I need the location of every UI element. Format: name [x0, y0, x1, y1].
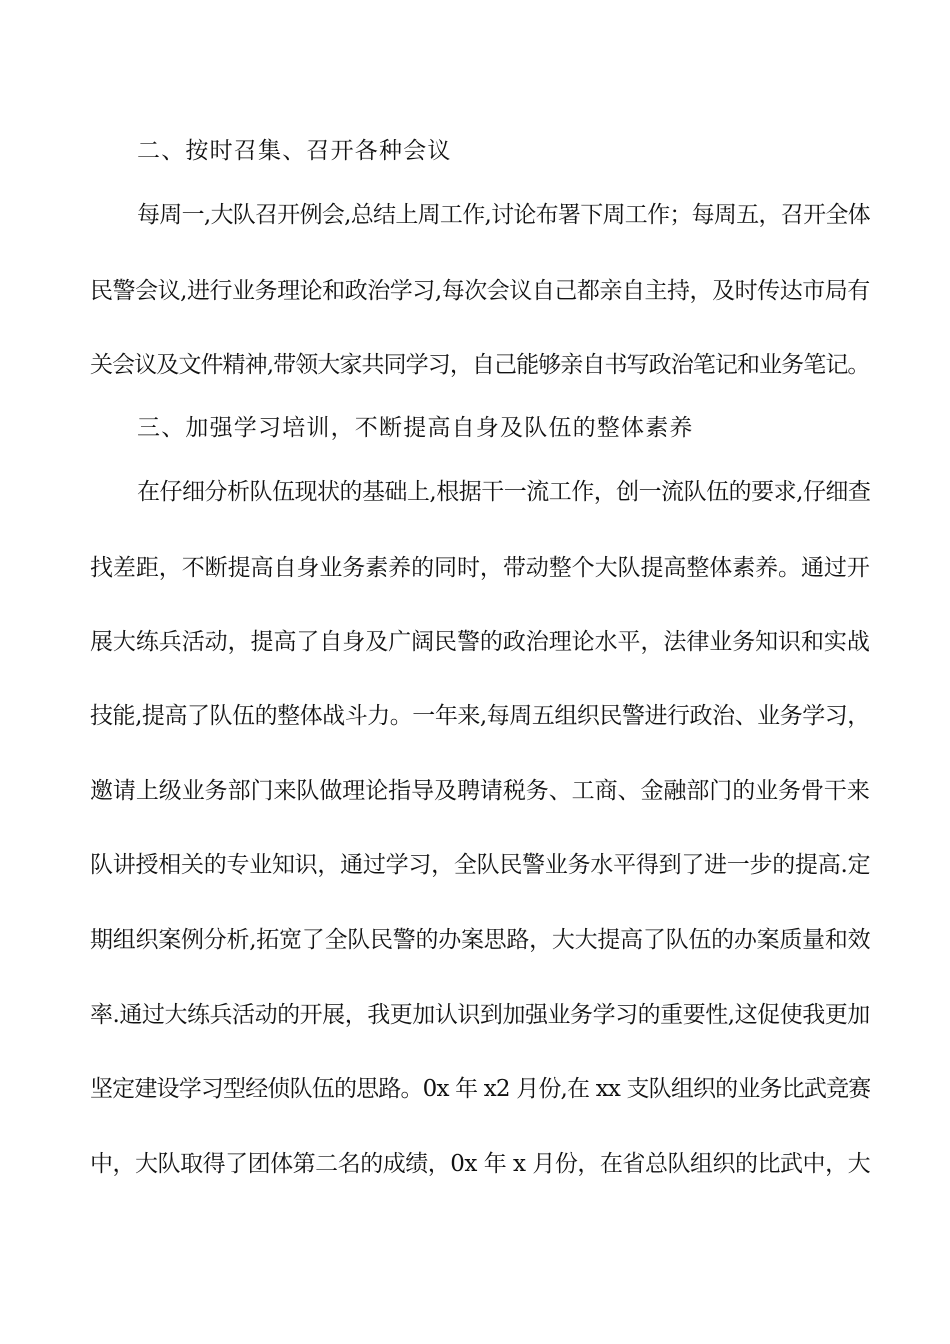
section-heading: 二、按时召集、召开各种会议 — [137, 138, 452, 164]
paragraph-line: 民警会议,进行业务理论和政治学习,每次会议自己都亲自主持，及时传达市局有 — [90, 278, 870, 304]
paragraph-line: 关会议及文件精神,带领大家共同学习，自己能够亲自书写政治笔记和业务笔记。 — [90, 352, 870, 378]
paragraph-line: 中，大队取得了团体第二名的成绩，0x 年 x 月份，在省总队组织的比武中，大 — [90, 1151, 870, 1177]
paragraph-line: 找差距，不断提高自身业务素养的同时，带动整个大队提高整体素养。通过开 — [90, 555, 870, 581]
paragraph-line: 在仔细分析队伍现状的基础上,根据干一流工作，创一流队伍的要求,仔细查 — [137, 479, 870, 505]
paragraph-line: 技能,提高了队伍的整体战斗力。一年来,每周五组织民警进行政治、业务学习， — [90, 703, 870, 729]
paragraph-line: 每周一,大队召开例会,总结上周工作,讨论布署下周工作；每周五，召开全体 — [137, 202, 870, 228]
paragraph-line: 展大练兵活动，提高了自身及广阔民警的政治理论水平，法律业务知识和实战 — [90, 629, 870, 655]
paragraph-line: 坚定建设学习型经侦队伍的思路。0x 年 x2 月份,在 xx 支队组织的业务比武竞赛 — [90, 1076, 870, 1102]
paragraph-line: 队讲授相关的专业知识，通过学习，全队民警业务水平得到了进一步的提高.定 — [90, 852, 870, 878]
section-heading: 三、加强学习培训，不断提高自身及队伍的整体素养 — [137, 415, 694, 441]
paragraph-line: 率.通过大练兵活动的开展，我更加认识到加强业务学习的重要性,这促使我更加 — [90, 1002, 870, 1028]
paragraph-line: 期组织案例分析,拓宽了全队民警的办案思路，大大提高了队伍的办案质量和效 — [90, 927, 870, 953]
paragraph-line: 邀请上级业务部门来队做理论指导及聘请税务、工商、金融部门的业务骨干来 — [90, 778, 870, 804]
